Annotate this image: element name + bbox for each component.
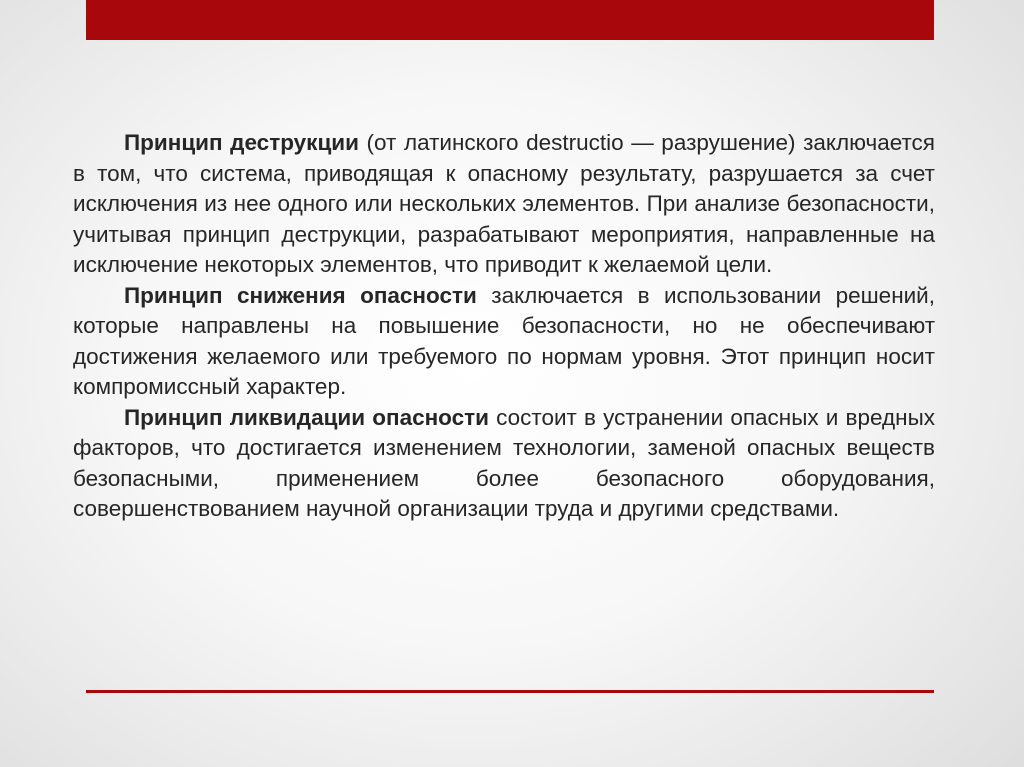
paragraph-hazard-elimination-principle: [73, 403, 935, 525]
term-hazard-elimination-principle: Принцип ликвидации опасности: [124, 404, 489, 430]
term-hazard-reduction-principle: Принцип снижения опасности: [124, 282, 477, 308]
paragraph-text-destruction: (от латинского destructio — разрушение) заключается в том, что система, приводящая к опасному результату, разрушается за счет исключения из нее одного или нескольких элементов. При анализе безопасности, учитывая принцип деструкции, разрабатывают мероприятия, направленные на исключение некоторых элементов, что приводит к желаемой цели.: [73, 130, 935, 277]
slide-body: [73, 128, 935, 525]
term-destruction-principle: Принцип деструкции: [124, 130, 359, 155]
paragraph-hazard-reduction-principle: [73, 281, 935, 403]
paragraph-destruction-principle: [73, 128, 935, 281]
paragraph-text-hazard-reduction: заключается в использовании решений, которые направлены на повышение безопасности, но не обеспечивают достижения желаемого или требуемого по нормам уровня. Этот принцип носит компромиссный характер.: [73, 282, 936, 399]
bottom-divider-line: [86, 690, 934, 693]
top-accent-bar: [86, 0, 934, 40]
paragraph-text-hazard-elimination: состоит в устранении опасных и вредных факторов, что достигается изменением технологии, заменой опасных веществ безопасными, применением более безопасного оборудования, совершенствованием научной организации труда и другими средствами.: [73, 404, 935, 521]
